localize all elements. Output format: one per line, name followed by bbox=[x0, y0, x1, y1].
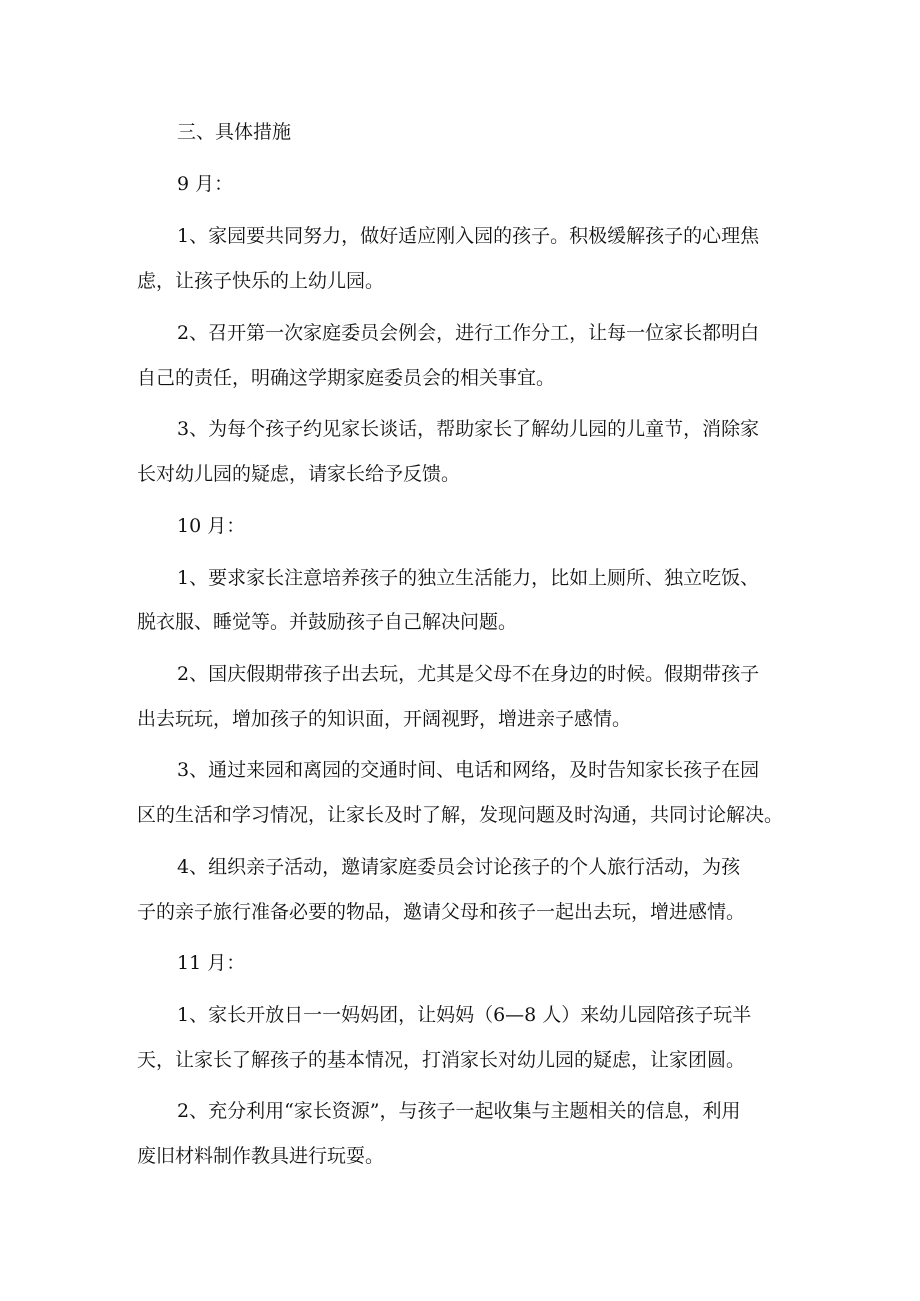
paragraph-line: 2、国庆假期带孩子出去玩，尤其是父母不在身边的时候。假期带孩子 bbox=[177, 663, 760, 685]
paragraph-line: 3、通过来园和离园的交通时间、电话和网络，及时告知家长孩子在园 bbox=[177, 759, 760, 781]
month-heading-nov: 11 月： bbox=[177, 952, 246, 974]
paragraph-line: 3、为每个孩子约见家长谈话，帮助家长了解幼儿园的儿童节，消除家 bbox=[177, 418, 760, 440]
paragraph-line: 长对幼儿园的疑虑，请家长给予反馈。 bbox=[137, 463, 461, 485]
month-heading-sep: 9 月： bbox=[177, 173, 234, 195]
paragraph-line: 天，让家长了解孩子的基本情况，打消家长对幼儿园的疑虑，让家团圆。 bbox=[137, 1049, 746, 1071]
paragraph-line: 自己的责任，明确这学期家庭委员会的相关事宜。 bbox=[137, 367, 556, 389]
paragraph-line: 子的亲子旅行准备必要的物品，邀请父母和孩子一起出去玩，增进感情。 bbox=[137, 901, 746, 923]
paragraph-line: 2、召开第一次家庭委员会例会，进行工作分工，让每一位家长都明白 bbox=[177, 322, 760, 344]
paragraph-line: 4、组织亲子活动，邀请家庭委员会讨论孩子的个人旅行活动，为孩 bbox=[177, 856, 741, 878]
paragraph-line: 出去玩玩，增加孩子的知识面，开阔视野，增进亲子感情。 bbox=[137, 708, 632, 730]
paragraph-line: 虑，让孩子快乐的上幼儿园。 bbox=[137, 270, 385, 292]
paragraph-line: 1、家长开放日一一妈妈团，让妈妈（6—8 人）来幼儿园陪孩子玩半 bbox=[177, 1004, 752, 1026]
paragraph-line: 2、充分利用“家长资源”，与孩子一起收集与主题相关的信息，利用 bbox=[177, 1100, 741, 1122]
paragraph-line: 1、要求家长注意培养孩子的独立生活能力，比如上厕所、独立吃饭、 bbox=[177, 567, 760, 589]
month-heading-oct: 10 月： bbox=[177, 515, 246, 537]
paragraph-line: 区的生活和学习情况，让家长及时了解，发现问题及时沟通，共同讨论解决。 bbox=[137, 804, 784, 826]
paragraph-line: 废旧材料制作教具进行玩耍。 bbox=[137, 1145, 385, 1167]
section-heading: 三、具体措施 bbox=[177, 121, 292, 143]
paragraph-line: 脱衣服、睡觉等。并鼓励孩子自己解决问题。 bbox=[137, 611, 518, 633]
paragraph-line: 1、家园要共同努力，做好适应刚入园的孩子。积极缓解孩子的心理焦 bbox=[177, 225, 760, 247]
